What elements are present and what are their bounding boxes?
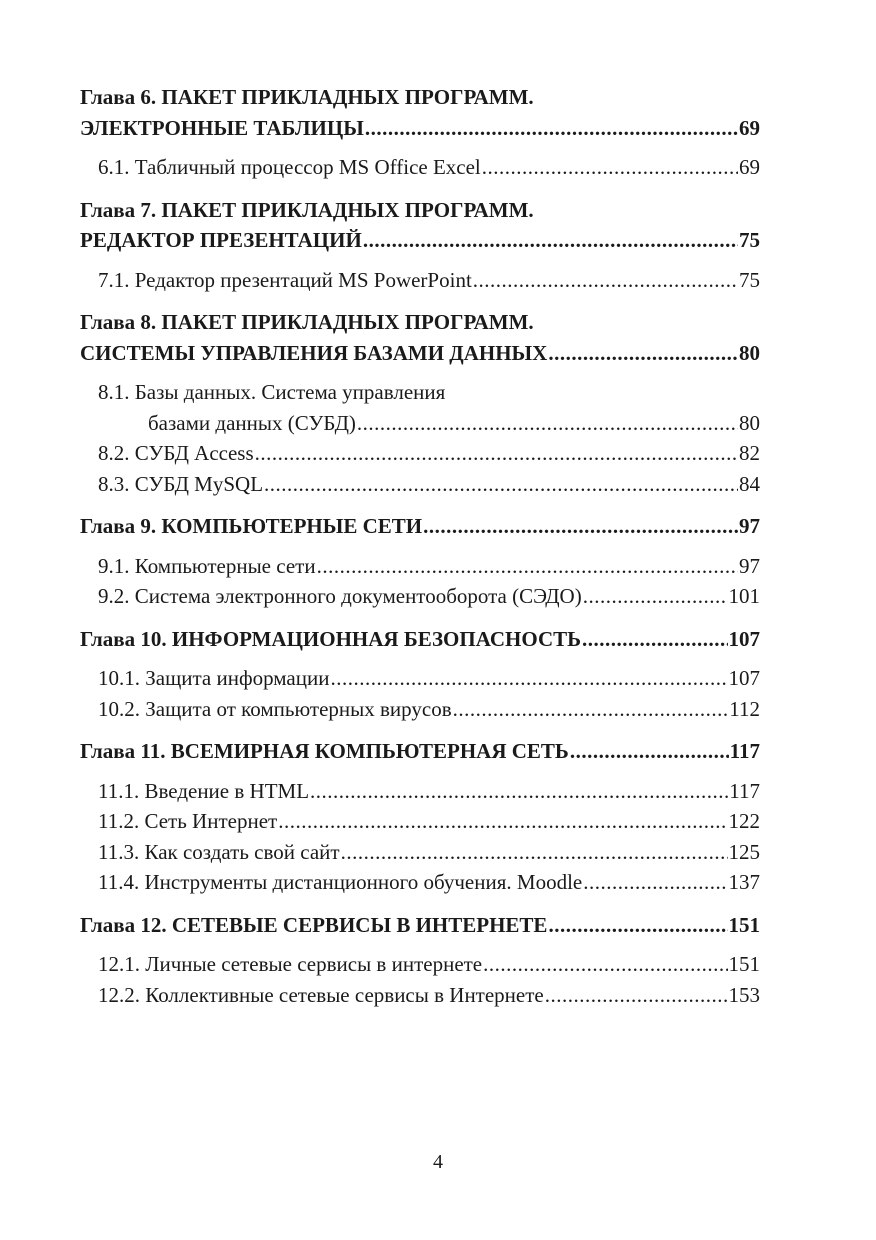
section-title: 10.1. Защита информации [98,666,330,690]
section-entry[interactable] [80,806,760,837]
page-ref: 112 [729,696,760,721]
chapter-6 [80,82,760,143]
page-ref: 80 [739,340,760,365]
page-ref: 125 [728,839,760,864]
section-title: 7.1. Редактор презентаций MS PowerPoint [98,267,472,292]
section-entry[interactable] [80,551,760,582]
section-title: 9.2. Система электронного документооборота (СЭДО) [98,584,582,608]
section-entry[interactable] [80,776,760,807]
chapter-12 [80,910,760,941]
section-entry[interactable] [80,581,760,612]
section-entry[interactable] [80,438,760,469]
leader-dots [482,152,738,183]
page-ref: 75 [739,267,760,292]
page-ref: 80 [739,410,760,435]
page-ref: 82 [739,441,760,465]
page-ref: 117 [729,739,760,763]
page-ref: 151 [728,952,760,976]
chapter-entry[interactable] [80,624,760,655]
chapter-entry[interactable] [80,338,760,369]
table-of-contents [80,82,760,1010]
chapter-8 [80,307,760,368]
chapter-title-line: Глава 8. ПАКЕТ ПРИКЛАДНЫХ ПРОГРАММ. [80,310,534,334]
leader-dots [583,867,727,898]
section-title: 9.1. Компьютерные сети [98,553,316,578]
section-title: 6.1. Табличный процессор MS Office Excel [98,155,481,179]
leader-dots [483,949,727,980]
chapter-title: РЕДАКТОР ПРЕЗЕНТАЦИЙ [80,228,362,252]
leader-dots [278,806,727,837]
section-title: 12.2. Коллективные сетевые сервисы в Интернете [98,982,544,1007]
page-ref: 101 [728,584,760,608]
chapter-entry[interactable] [80,511,760,542]
leader-dots [548,910,727,941]
page-ref: 153 [728,982,760,1007]
page-ref: 69 [739,115,760,140]
section-entry[interactable] [80,469,760,500]
page-ref: 107 [728,666,760,690]
leader-dots [357,408,738,439]
leader-dots [570,736,729,767]
chapter-entry[interactable] [80,225,760,256]
section-entry[interactable] [80,694,760,725]
chapter-title: Глава 12. СЕТЕВЫЕ СЕРВИСЫ В ИНТЕРНЕТЕ [80,912,548,937]
leader-dots [423,511,738,542]
leader-dots [453,694,729,725]
leader-dots [548,338,738,369]
chapter-title: СИСТЕМЫ УПРАВЛЕНИЯ БАЗАМИ ДАННЫХ [80,340,548,365]
chapter-11 [80,736,760,767]
chapter-7 [80,195,760,256]
leader-dots [473,265,738,296]
leader-dots [317,551,738,582]
chapter-title: Глава 10. ИНФОРМАЦИОННАЯ БЕЗОПАСНОСТЬ [80,626,581,651]
page-ref: 97 [739,514,760,538]
section-title: 10.2. Защита от компьютерных вирусов [98,696,452,721]
section-title: 8.3. СУБД MySQL [98,471,264,496]
chapter-title: Глава 9. КОМПЬЮТЕРНЫЕ СЕТИ [80,514,423,538]
section-title: 11.2. Сеть Интернет [98,809,278,833]
chapter-9 [80,511,760,542]
leader-dots [310,776,728,807]
chapter-title-line: Глава 6. ПАКЕТ ПРИКЛАДНЫХ ПРОГРАММ. [80,85,534,109]
leader-dots [545,980,728,1011]
leader-dots [365,113,738,144]
chapter-entry[interactable] [80,910,760,941]
section-entry[interactable] [80,837,760,868]
page-ref: 69 [739,155,760,179]
section-title-line: 8.1. Базы данных. Система управления [98,380,446,404]
leader-dots [330,663,727,694]
page-number: 4 [433,1151,443,1173]
leader-dots [582,624,728,655]
section-title: 12.1. Личные сетевые сервисы в интернете [98,952,483,976]
page-ref: 97 [739,553,760,578]
section-entry[interactable] [80,980,760,1011]
section-entry[interactable] [80,867,760,898]
section-entry[interactable] [80,152,760,183]
section-title: 8.2. СУБД Access [98,441,254,465]
page-ref: 117 [729,778,760,803]
section-entry[interactable] [80,265,760,296]
section-title: 11.1. Введение в HTML [98,778,310,803]
leader-dots [255,438,738,469]
section-entry[interactable] [80,663,760,694]
leader-dots [264,469,738,500]
page-ref: 151 [728,912,760,937]
chapter-entry[interactable] [80,113,760,144]
page-ref: 122 [728,809,760,833]
page-ref: 75 [739,228,760,252]
section-title: базами данных (СУБД) [148,410,356,435]
chapter-entry[interactable] [80,736,760,767]
page-ref: 137 [728,870,760,894]
section-title: 11.3. Как создать свой сайт [98,839,340,864]
chapter-10 [80,624,760,655]
section-entry[interactable] [80,408,760,439]
leader-dots [363,225,738,256]
section-entry[interactable] [80,949,760,980]
chapter-title: Глава 11. ВСЕМИРНАЯ КОМПЬЮТЕРНАЯ СЕТЬ [80,739,569,763]
leader-dots [341,837,728,868]
chapter-title-line: Глава 7. ПАКЕТ ПРИКЛАДНЫХ ПРОГРАММ. [80,197,534,222]
page-ref: 84 [739,471,760,496]
section-title: 11.4. Инструменты дистанционного обучения. Moodle [98,870,583,894]
leader-dots [583,581,728,612]
chapter-title: ЭЛЕКТРОННЫЕ ТАБЛИЦЫ [80,115,364,140]
page-ref: 107 [728,626,760,651]
